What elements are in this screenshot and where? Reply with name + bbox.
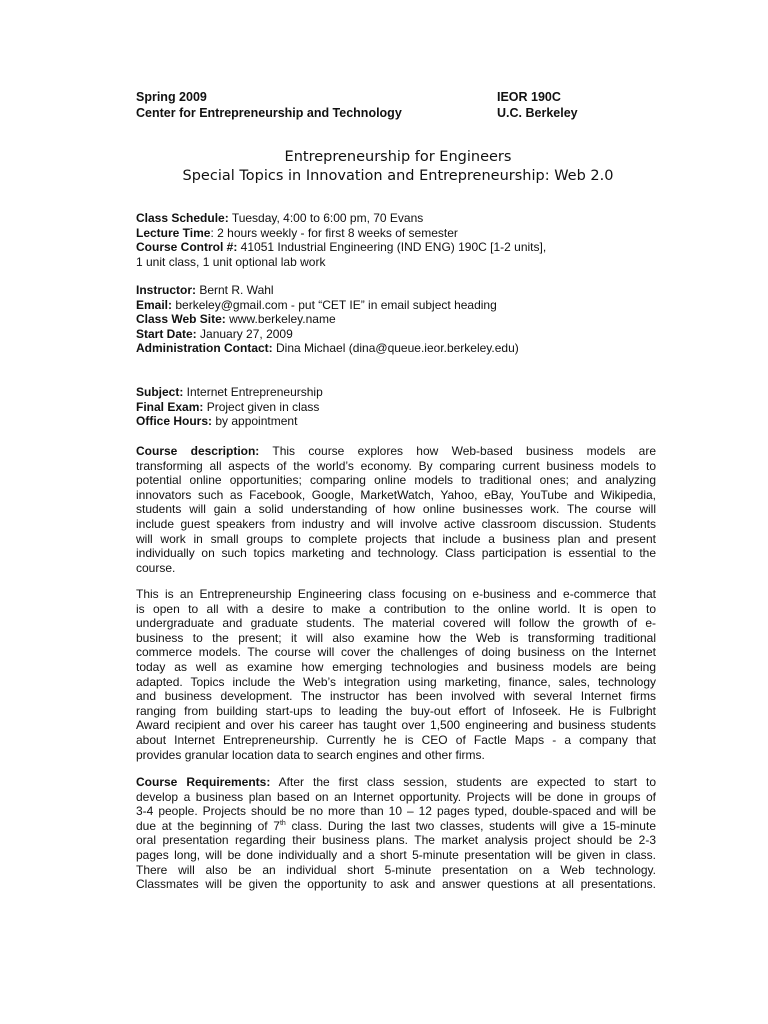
subject-row [136, 385, 656, 400]
requirements-line-5: oral presentation regarding their business plans. The market analysis project should be 2-3 [136, 833, 656, 848]
subject-value: Internet Entrepreneurship [183, 385, 323, 399]
description-line [136, 444, 656, 459]
description-label: Course description: [136, 444, 260, 458]
schedule-label: Class Schedule: [136, 211, 229, 225]
lecture-value: : 2 hours weekly - for first 8 weeks of semester [210, 225, 458, 240]
course-description [136, 444, 656, 575]
center-name: Center for Entrepreneurship and Technology [136, 106, 402, 120]
hours-value: by appointment [212, 414, 298, 429]
requirements-line-2: develop a business plan based on an Internet opportunity. Projects will be done in groups of [136, 789, 656, 804]
start-date-label: Start Date: [136, 326, 197, 341]
about-line-6: today as well as examine how emerging technologies and business models are being [136, 659, 656, 674]
control-label: Course Control #: [136, 240, 238, 255]
header-right [497, 89, 578, 121]
about-line-10: Award recipient and over his career has taught over 1,500 engineering and business students [136, 718, 656, 733]
email-label: Email: [136, 297, 173, 312]
requirements-line-3: 3-4 people. Projects should be no more than 10 – 12 pages typed, double-spaced and will be [136, 804, 656, 819]
control-value: 41051 Industrial Engineering (IND ENG) 190C [1-2 units], [237, 240, 547, 255]
description-line-8: individually on such topics marketing and technology. Class participation is essential to the [136, 546, 656, 561]
control-row-2: 1 unit class, 1 unit optional lab work [136, 254, 326, 269]
requirements-line-4a: due at the beginning of 7 [136, 818, 280, 833]
hours-row [136, 414, 656, 429]
description-line-1: This course explores how Web-based business models are [259, 444, 656, 458]
subject-label: Subject: [136, 385, 184, 399]
instructor-value: Bernt R. Wahl [196, 283, 274, 297]
hours-label: Office Hours: [136, 414, 213, 429]
about-line-2: is open to all with a desire to make a contribution to the online world. It is open to [136, 601, 656, 616]
admin-value: Dina Michael (dina@queue.ieor.berkeley.edu) [272, 341, 519, 356]
description-line-3: potential online opportunities; comparing online models to traditional ones; and analyzing [136, 473, 656, 488]
requirements-line-4 [136, 819, 656, 834]
semester: Spring 2009 [136, 90, 207, 104]
requirements-line-7: There will also be an individual short 5-minute presentation on a Web technology. [136, 862, 656, 877]
lecture-row [136, 226, 656, 241]
website-row [136, 312, 656, 327]
control-row [136, 240, 656, 255]
course-about [136, 587, 656, 762]
description-line-5: students will gain a solid understanding of how online businesses work. The course will [136, 502, 656, 517]
exam-label: Final Exam: [136, 399, 204, 414]
ordinal-suffix: th [279, 819, 286, 827]
about-line-12: provides granular location data to search engines and other firms. [136, 747, 485, 762]
course-misc [136, 385, 656, 429]
university: U.C. Berkeley [497, 106, 578, 120]
class-info [136, 211, 656, 269]
exam-value: Project given in class [203, 399, 320, 414]
admin-label: Administration Contact: [136, 341, 273, 356]
exam-row [136, 400, 656, 415]
about-line-1: This is an Entrepreneurship Engineering class focusing on e-business and e-commerce that [136, 587, 656, 601]
about-line-8: and business development. The instructor has been involved with several Internet firms [136, 689, 656, 704]
about-line-11: about Internet Entrepreneurship. Currently he is CEO of Factle Maps - a company that [136, 732, 656, 747]
description-line-4: innovators such as Facebook, Google, MarketWatch, Yahoo, eBay, YouTube and Wikipedia, [136, 487, 656, 502]
contact-info [136, 283, 656, 356]
requirements-line-1: After the first class session, students are expected to start to [270, 775, 656, 789]
requirements-line [136, 775, 656, 790]
schedule-row [136, 211, 656, 226]
website-label: Class Web Site: [136, 312, 226, 327]
description-line-2: transforming all aspects of the world’s economy. By comparing current business models to [136, 458, 656, 473]
requirements-line-4b: class. During the last two classes, students will give a 15-minute [285, 818, 656, 833]
header-left [136, 89, 402, 121]
website-value: www.berkeley.name [225, 312, 336, 327]
about-line-7: adapted. Topics include the Web’s integration using marketing, finance, sales, technology [136, 674, 656, 689]
instructor-row [136, 283, 656, 298]
about-line-4: business to the present; it will also examine how the Web is transforming traditional [136, 630, 656, 645]
course-requirements [136, 775, 656, 892]
requirements-label: Course Requirements: [136, 775, 271, 789]
about-line-5: commerce models. The course will cover the challenges of doing business on the Internet [136, 645, 656, 660]
description-line-9: course. [136, 560, 176, 575]
lecture-label: Lecture Time [136, 225, 211, 240]
title-line-1: Entrepreneurship for Engineers [284, 149, 512, 165]
start-date-value: January 27, 2009 [196, 326, 293, 341]
about-line-9: ranging from building start-ups to leading the buy-out effort of Infoseek. He is Fulbright [136, 703, 656, 718]
requirements-line-6: pages long, will be done individually and a short 5-minute presentation will be given in class. [136, 847, 656, 862]
instructor-label: Instructor: [136, 283, 196, 297]
email-row [136, 298, 656, 313]
course-code: IEOR 190C [497, 90, 561, 104]
about-line-3: undergraduate and graduate students. The material covered will follow the growth of e- [136, 616, 656, 631]
schedule-value: Tuesday, 4:00 to 6:00 pm, 70 Evans [228, 211, 424, 225]
description-line-7: will work in small groups to complete projects that include a business plan and present [136, 531, 656, 546]
course-title [100, 148, 696, 186]
start-date-row [136, 327, 656, 342]
description-line-6: include guest speakers from industry and will involve active classroom discussion. Students [136, 516, 656, 531]
admin-row [136, 341, 656, 356]
title-line-2: Special Topics in Innovation and Entrepreneurship: Web 2.0 [182, 168, 614, 184]
requirements-line-8: Classmates will be given the opportunity to ask and answer questions at all presentations. [136, 877, 656, 892]
email-value: berkeley@gmail.com - put “CET IE” in email subject heading [172, 297, 497, 312]
